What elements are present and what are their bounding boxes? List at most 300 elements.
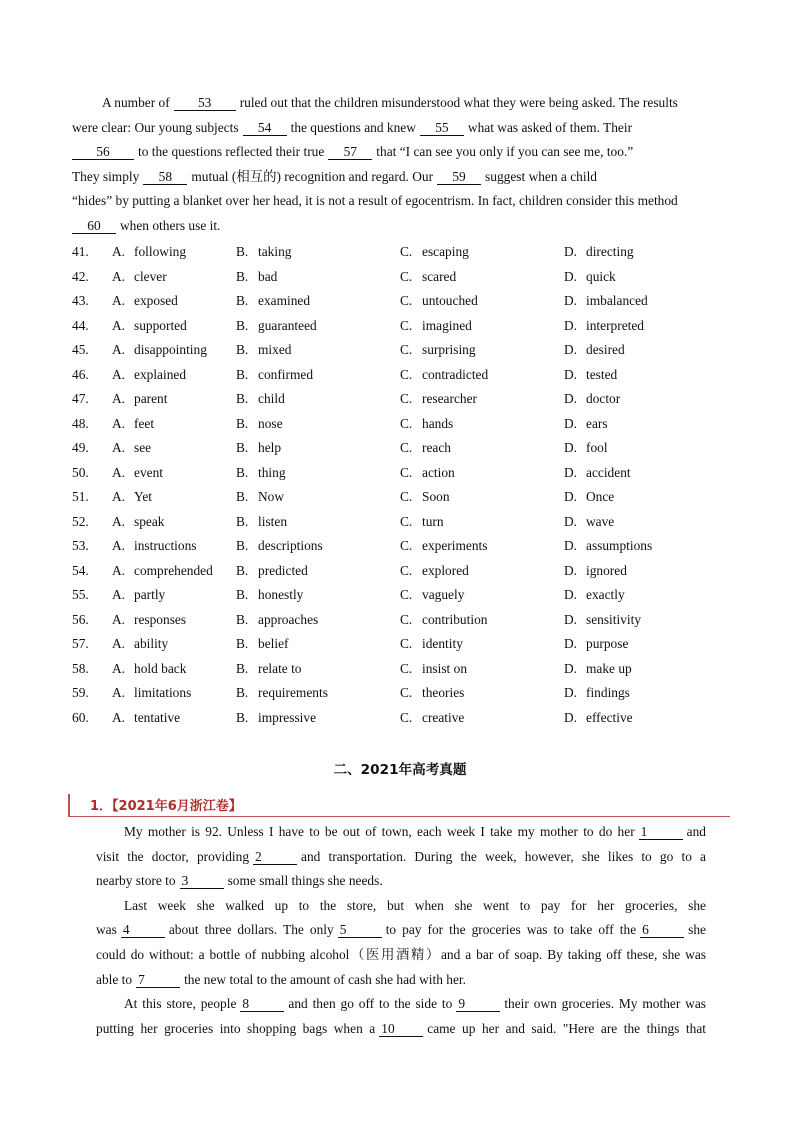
- option-letter: C.: [400, 489, 413, 504]
- blank-2: 2: [253, 849, 297, 865]
- blank-60: 60: [72, 218, 116, 234]
- option-letter: D.: [564, 464, 578, 480]
- option-letter: C.: [400, 587, 413, 602]
- option-b: [236, 314, 400, 339]
- option-d: [564, 387, 734, 412]
- option-letter: D.: [564, 709, 578, 725]
- passage-2-line: [96, 869, 706, 894]
- question-number: 56.: [72, 611, 89, 627]
- option-text: predicted: [258, 562, 308, 578]
- option-b: [236, 240, 400, 265]
- option-c: [400, 436, 564, 461]
- text: able to: [96, 971, 133, 987]
- option-a: [72, 265, 236, 290]
- option-letter: D.: [564, 685, 578, 700]
- option-b: [236, 387, 400, 412]
- passage-1-line: [72, 165, 730, 190]
- option-row: [72, 534, 752, 559]
- option-letter: D.: [564, 244, 578, 259]
- option-a: [72, 436, 236, 461]
- option-c: [400, 387, 564, 412]
- question-number: 53.: [72, 538, 89, 553]
- header-accent-bar: [68, 794, 70, 816]
- question-number: 46.: [72, 366, 89, 382]
- option-text: imbalanced: [586, 293, 648, 308]
- option-letter: C.: [400, 562, 413, 578]
- option-letter: C.: [400, 709, 413, 725]
- option-letter: A.: [112, 464, 126, 480]
- option-a: [72, 363, 236, 388]
- option-text: feet: [134, 415, 155, 431]
- option-text: explained: [134, 366, 187, 382]
- option-row: [72, 436, 752, 461]
- option-d: [564, 510, 734, 535]
- text: was: [96, 922, 117, 938]
- option-a: [72, 706, 236, 731]
- option-letter: B.: [236, 268, 249, 284]
- option-a: [72, 559, 236, 584]
- option-c: [400, 608, 564, 633]
- option-c: [400, 632, 564, 657]
- question-number: 50.: [72, 464, 89, 480]
- option-text: Soon: [422, 489, 450, 504]
- option-letter: B.: [236, 709, 249, 725]
- option-text: findings: [586, 685, 630, 700]
- option-row: [72, 265, 752, 290]
- blank-54: 54: [243, 120, 287, 136]
- option-text: doctor: [586, 391, 621, 406]
- option-text: belief: [258, 636, 289, 651]
- option-c: [400, 412, 564, 437]
- option-b: [236, 338, 400, 363]
- option-row: [72, 608, 752, 633]
- option-letter: A.: [112, 660, 126, 676]
- option-text: insist on: [422, 660, 468, 676]
- option-letter: B.: [236, 293, 249, 308]
- option-letter: B.: [236, 636, 249, 651]
- option-text: make up: [586, 660, 632, 676]
- option-text: approaches: [258, 611, 319, 627]
- option-text: guaranteed: [258, 317, 317, 333]
- option-letter: A.: [112, 513, 126, 529]
- option-text: nose: [258, 415, 283, 431]
- text: were clear: Our young subjects: [72, 119, 239, 135]
- option-letter: D.: [564, 366, 578, 382]
- option-letter: B.: [236, 366, 249, 382]
- option-letter: D.: [564, 440, 578, 455]
- option-letter: D.: [564, 611, 578, 627]
- text: the questions and knew: [290, 119, 416, 135]
- option-letter: D.: [564, 636, 578, 651]
- option-letter: B.: [236, 538, 249, 553]
- option-text: confirmed: [258, 366, 314, 382]
- option-letter: A.: [112, 709, 126, 725]
- option-d: [564, 461, 734, 486]
- option-a: [72, 534, 236, 559]
- option-a: [72, 632, 236, 657]
- question-number: 52.: [72, 513, 89, 529]
- option-text: speak: [134, 513, 165, 529]
- option-b: [236, 363, 400, 388]
- option-text: escaping: [422, 244, 469, 259]
- text: came up her and said. "Here are the things that: [427, 1020, 706, 1036]
- option-a: [72, 338, 236, 363]
- option-letter: A.: [112, 268, 126, 284]
- text: what was asked of them. Their: [467, 119, 633, 135]
- option-text: help: [258, 440, 282, 455]
- option-c: [400, 314, 564, 339]
- option-c: [400, 363, 564, 388]
- option-b: [236, 461, 400, 486]
- option-letter: B.: [236, 660, 249, 676]
- text: They simply: [72, 168, 140, 184]
- blank-58: 58: [143, 169, 187, 185]
- text: suggest when a child: [485, 168, 597, 184]
- option-a: [72, 412, 236, 437]
- option-a: [72, 461, 236, 486]
- option-d: [564, 632, 734, 657]
- passage-1-line: [72, 140, 730, 165]
- option-letter: B.: [236, 685, 249, 700]
- option-letter: A.: [112, 538, 126, 553]
- passage-1-line: [72, 91, 730, 116]
- option-d: [564, 534, 734, 559]
- option-c: [400, 583, 564, 608]
- option-row: [72, 583, 752, 608]
- option-text: wave: [586, 513, 615, 529]
- blank-53: 53: [174, 95, 236, 111]
- option-text: scared: [422, 268, 457, 284]
- option-row: [72, 510, 752, 535]
- question-number: 54.: [72, 562, 89, 578]
- option-c: [400, 559, 564, 584]
- option-b: [236, 559, 400, 584]
- option-text: sensitivity: [586, 611, 642, 627]
- option-letter: B.: [236, 464, 249, 480]
- question-number: 44.: [72, 317, 89, 333]
- option-letter: D.: [564, 660, 578, 676]
- option-text: experiments: [422, 538, 488, 553]
- option-letter: B.: [236, 562, 249, 578]
- option-letter: B.: [236, 317, 249, 333]
- option-text: creative: [422, 709, 465, 725]
- option-letter: C.: [400, 513, 413, 529]
- text: ruled out that the children misunderstood what they were being asked. The results: [239, 95, 678, 110]
- question-number: 48.: [72, 415, 89, 431]
- passage-2: [96, 820, 706, 1041]
- option-text: quick: [586, 268, 616, 284]
- option-b: [236, 485, 400, 510]
- option-c: [400, 534, 564, 559]
- option-text: clever: [134, 268, 167, 284]
- option-text: imagined: [422, 317, 472, 333]
- option-text: mixed: [258, 342, 292, 357]
- passage-1-line: [72, 214, 730, 239]
- option-text: listen: [258, 513, 288, 529]
- option-text: tentative: [134, 709, 181, 725]
- option-letter: C.: [400, 317, 413, 333]
- option-a: [72, 485, 236, 510]
- text: and then go off to the side to: [288, 996, 453, 1012]
- option-letter: B.: [236, 342, 249, 357]
- passage-2-line: [96, 894, 706, 919]
- option-text: hands: [422, 415, 454, 431]
- option-text: taking: [258, 244, 292, 259]
- section-title: 二、2021年高考真题: [333, 762, 467, 778]
- option-d: [564, 559, 734, 584]
- option-row: [72, 681, 752, 706]
- option-a: [72, 387, 236, 412]
- option-b: [236, 289, 400, 314]
- question-number: 60.: [72, 709, 89, 725]
- passage-2-line: [96, 918, 706, 943]
- blank-4: 4: [121, 922, 165, 938]
- option-row: [72, 363, 752, 388]
- option-text: exactly: [586, 587, 625, 602]
- option-d: [564, 265, 734, 290]
- option-letter: A.: [112, 636, 126, 651]
- option-c: [400, 461, 564, 486]
- option-a: [72, 583, 236, 608]
- option-text: assumptions: [586, 538, 653, 553]
- option-text: child: [258, 391, 285, 406]
- question-number: 58.: [72, 660, 89, 676]
- option-text: desired: [586, 342, 625, 357]
- text: and transportation. During the week, however, she likes to go to a: [301, 848, 706, 864]
- option-c: [400, 485, 564, 510]
- option-row: [72, 632, 752, 657]
- option-text: effective: [586, 709, 633, 725]
- option-c: [400, 265, 564, 290]
- question-number: 43.: [72, 293, 89, 308]
- text: to the questions reflected their true: [138, 144, 325, 160]
- option-letter: C.: [400, 611, 413, 627]
- option-letter: B.: [236, 244, 249, 259]
- option-a: [72, 681, 236, 706]
- option-d: [564, 485, 734, 510]
- question-number: 59.: [72, 685, 89, 700]
- option-b: [236, 632, 400, 657]
- option-letter: C.: [400, 636, 413, 651]
- text: their own groceries. My mother was: [504, 996, 706, 1012]
- option-c: [400, 657, 564, 682]
- text: that “I can see you only if you can see me, too.”: [376, 144, 634, 160]
- option-d: [564, 314, 734, 339]
- option-letter: A.: [112, 391, 126, 406]
- option-b: [236, 534, 400, 559]
- passage-2-line: [96, 845, 706, 870]
- option-text: Yet: [134, 489, 152, 504]
- text: mutual (相互的) recognition and regard. Our: [191, 168, 434, 184]
- option-letter: D.: [564, 489, 578, 504]
- option-letter: D.: [564, 415, 578, 431]
- option-row: [72, 412, 752, 437]
- blank-1: 1: [639, 824, 683, 840]
- passage-2-line: [96, 968, 706, 993]
- option-text: contribution: [422, 611, 488, 627]
- option-b: [236, 436, 400, 461]
- option-letter: C.: [400, 660, 413, 676]
- option-letter: D.: [564, 342, 578, 357]
- option-letter: C.: [400, 268, 413, 284]
- option-b: [236, 583, 400, 608]
- passage-2-line: [96, 820, 706, 845]
- option-text: theories: [422, 685, 465, 700]
- option-row: [72, 657, 752, 682]
- option-text: impressive: [258, 709, 317, 725]
- blank-55: 55: [420, 120, 464, 136]
- passage-1-line: [72, 189, 730, 214]
- option-text: directing: [586, 244, 634, 259]
- text: she: [688, 922, 706, 938]
- option-text: following: [134, 244, 187, 259]
- option-b: [236, 265, 400, 290]
- option-text: partly: [134, 587, 166, 602]
- question-number: 41.: [72, 244, 89, 259]
- option-letter: C.: [400, 391, 413, 406]
- text: At this store, people: [124, 996, 237, 1012]
- option-text: contradicted: [422, 366, 489, 382]
- option-d: [564, 657, 734, 682]
- text: could do without: a bottle of nubbing alcohol（医用酒精）and a bar of soap. By taking off these, she was: [96, 946, 706, 962]
- option-text: descriptions: [258, 538, 323, 553]
- question-number: 49.: [72, 440, 89, 455]
- text: Last week she walked up to the store, but when she went to pay for her groceries, she: [124, 897, 706, 913]
- text: putting her groceries into shopping bags when a: [96, 1020, 376, 1036]
- option-text: requirements: [258, 685, 328, 700]
- option-letter: C.: [400, 415, 413, 431]
- option-text: event: [134, 464, 163, 480]
- option-text: accident: [586, 464, 631, 480]
- option-letter: B.: [236, 611, 249, 627]
- option-letter: B.: [236, 513, 249, 529]
- option-letter: A.: [112, 440, 126, 455]
- option-text: instructions: [134, 538, 197, 553]
- option-letter: C.: [400, 464, 413, 480]
- option-text: researcher: [422, 391, 478, 406]
- option-text: reach: [422, 440, 451, 455]
- option-c: [400, 510, 564, 535]
- option-text: disappointing: [134, 342, 207, 357]
- option-b: [236, 510, 400, 535]
- option-text: purpose: [586, 636, 629, 651]
- option-letter: A.: [112, 415, 126, 431]
- text: nearby store to: [96, 873, 176, 889]
- option-text: comprehended: [134, 562, 213, 578]
- question-number: 51.: [72, 489, 89, 504]
- option-d: [564, 363, 734, 388]
- option-letter: C.: [400, 440, 413, 455]
- text: about three dollars. The only: [168, 922, 334, 938]
- option-letter: C.: [400, 293, 413, 308]
- option-letter: B.: [236, 489, 249, 504]
- passage-2-line: [96, 1017, 706, 1042]
- option-text: limitations: [134, 685, 192, 700]
- option-d: [564, 706, 734, 731]
- question-number: 45.: [72, 342, 89, 357]
- option-b: [236, 706, 400, 731]
- option-letter: A.: [112, 587, 126, 602]
- option-letter: C.: [400, 685, 413, 700]
- option-letter: B.: [236, 440, 249, 455]
- passage-2-line: [96, 992, 706, 1017]
- blank-10: 10: [379, 1021, 423, 1037]
- option-text: bad: [258, 268, 278, 284]
- option-d: [564, 240, 734, 265]
- option-c: [400, 706, 564, 731]
- options-table: [72, 240, 752, 730]
- option-text: supported: [134, 317, 187, 333]
- option-text: thing: [258, 464, 286, 480]
- option-letter: C.: [400, 538, 413, 553]
- option-text: examined: [258, 293, 311, 308]
- option-text: ability: [134, 636, 169, 651]
- option-letter: A.: [112, 317, 126, 333]
- question-number: 47.: [72, 391, 89, 406]
- option-d: [564, 608, 734, 633]
- option-text: untouched: [422, 293, 478, 308]
- option-letter: A.: [112, 562, 126, 578]
- option-letter: A.: [112, 611, 126, 627]
- blank-8: 8: [240, 996, 284, 1012]
- option-text: turn: [422, 513, 444, 529]
- option-text: see: [134, 440, 152, 455]
- question-number: 42.: [72, 268, 89, 284]
- option-text: interpreted: [586, 317, 644, 333]
- option-text: exposed: [134, 293, 178, 308]
- passage-1: [72, 91, 730, 239]
- text: A number of: [102, 95, 170, 110]
- option-letter: B.: [236, 415, 249, 431]
- option-row: [72, 706, 752, 731]
- option-letter: A.: [112, 685, 126, 700]
- option-letter: C.: [400, 244, 413, 259]
- option-text: ears: [586, 415, 608, 431]
- option-row: [72, 387, 752, 412]
- question-number: 57.: [72, 636, 89, 651]
- option-letter: D.: [564, 268, 578, 284]
- option-text: Once: [586, 489, 615, 504]
- blank-9: 9: [456, 996, 500, 1012]
- option-letter: A.: [112, 293, 126, 308]
- option-a: [72, 657, 236, 682]
- text: “hides” by putting a blanket over her head, it is not a result of egocentrism. In fact, children consider this method: [72, 193, 678, 209]
- text: visit the doctor, providing: [96, 848, 250, 864]
- option-row: [72, 289, 752, 314]
- question-source: 1．【2021年6月浙江卷】: [90, 799, 242, 814]
- passage-1-line: [72, 116, 730, 141]
- option-letter: C.: [400, 342, 413, 357]
- option-letter: D.: [564, 513, 578, 529]
- option-a: [72, 240, 236, 265]
- option-letter: A.: [112, 366, 126, 382]
- option-text: fool: [586, 440, 608, 455]
- option-d: [564, 338, 734, 363]
- blank-5: 5: [338, 922, 382, 938]
- option-text: vaguely: [422, 587, 465, 602]
- option-a: [72, 608, 236, 633]
- option-letter: C.: [400, 366, 413, 382]
- option-letter: B.: [236, 391, 249, 406]
- option-c: [400, 338, 564, 363]
- option-letter: A.: [112, 244, 126, 259]
- option-text: tested: [586, 366, 618, 382]
- option-letter: D.: [564, 317, 578, 333]
- blank-57: 57: [328, 144, 372, 160]
- option-d: [564, 412, 734, 437]
- option-c: [400, 681, 564, 706]
- option-a: [72, 314, 236, 339]
